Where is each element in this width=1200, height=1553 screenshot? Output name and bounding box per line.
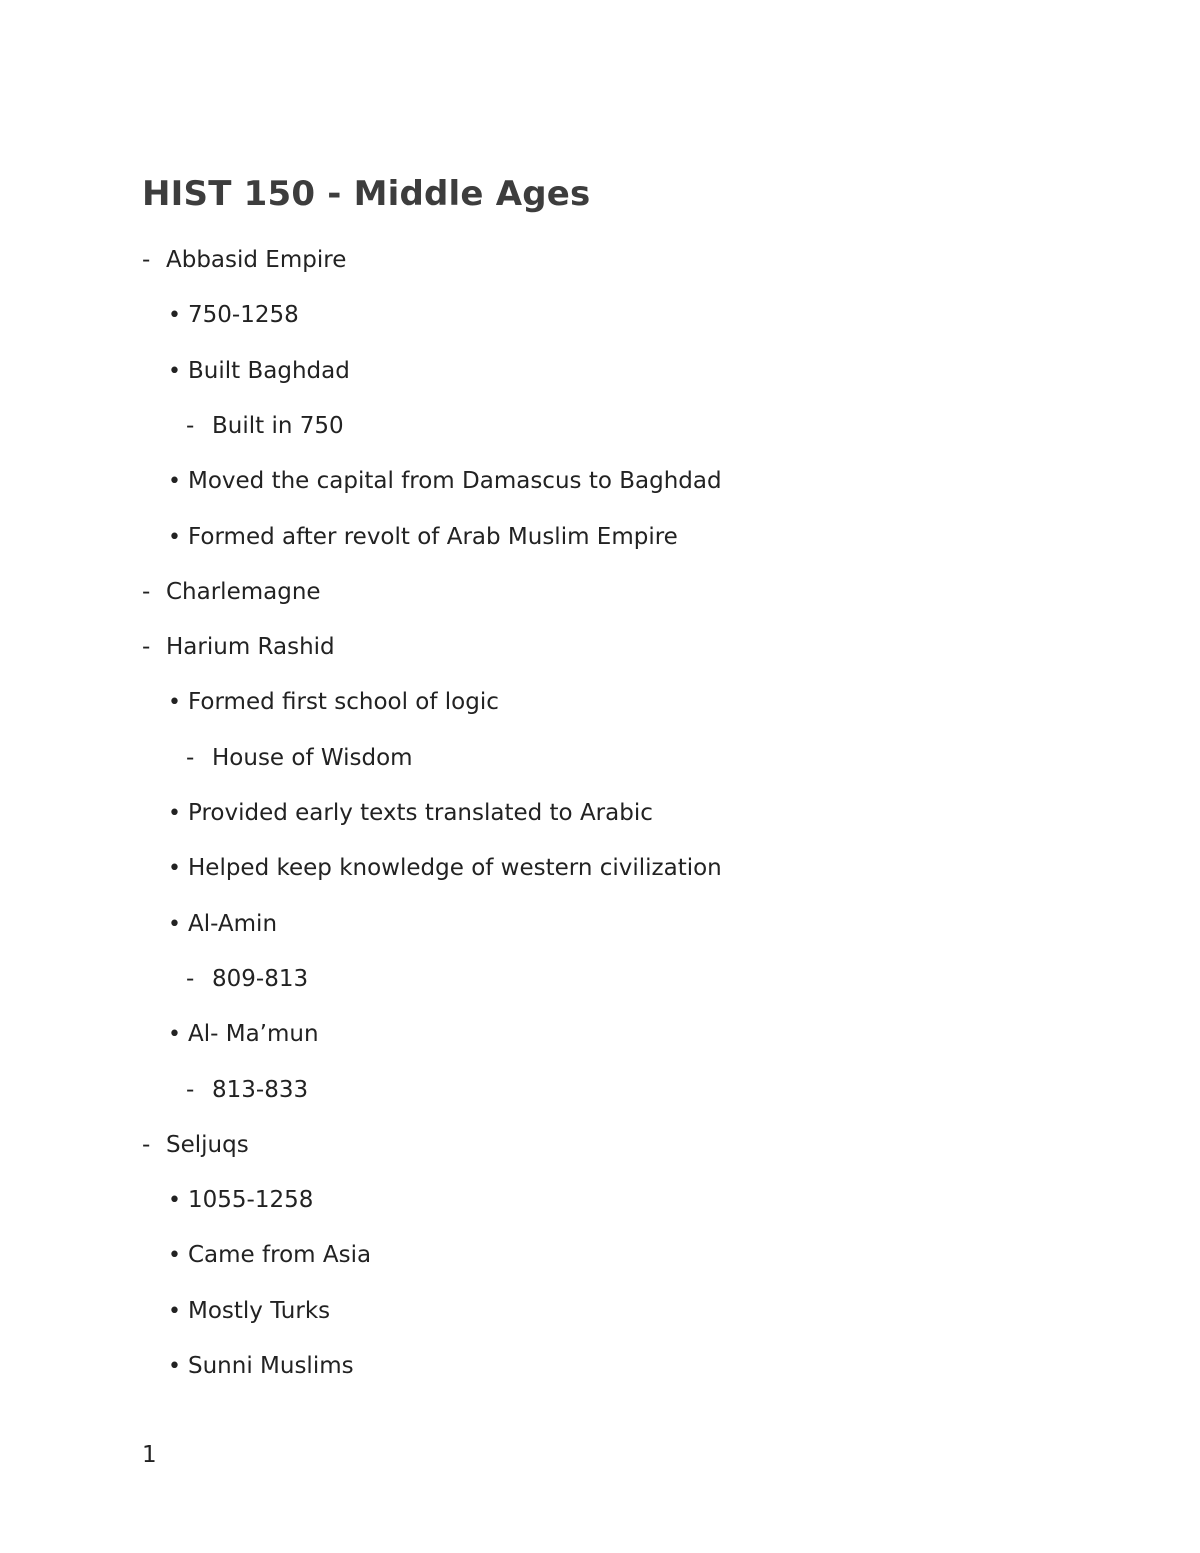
item-text: Formed first school of logic — [188, 689, 499, 715]
bullet-marker: • — [168, 1188, 181, 1213]
bullet-item — [168, 1185, 313, 1216]
dash-marker: - — [186, 413, 195, 439]
item-text: Came from Asia — [188, 1242, 372, 1268]
item-text: Mostly Turks — [188, 1298, 331, 1324]
page-number: 1 — [142, 1442, 157, 1468]
item-text: Moved the capital from Damascus to Baghdad — [188, 468, 722, 494]
item-text: 809-813 — [212, 966, 309, 992]
bullet-marker: • — [168, 690, 181, 715]
page-title: HIST 150 - Middle Ages — [142, 174, 591, 214]
item-text: Harium Rashid — [166, 634, 335, 660]
item-text: Built Baghdad — [188, 358, 350, 384]
outline-heading — [142, 245, 346, 275]
item-text: Charlemagne — [166, 579, 321, 605]
bullet-marker: • — [168, 1022, 181, 1047]
sub-item — [186, 411, 344, 441]
item-text: Seljuqs — [166, 1132, 249, 1158]
sub-item — [186, 964, 308, 994]
item-text: Built in 750 — [212, 413, 344, 439]
bullet-item — [168, 687, 499, 718]
bullet-marker: • — [168, 1299, 181, 1324]
bullet-item — [168, 1351, 354, 1382]
bullet-marker: • — [168, 525, 181, 550]
outline-heading — [142, 577, 321, 607]
dash-marker: - — [186, 745, 195, 771]
bullet-item — [168, 356, 350, 387]
bullet-item — [168, 522, 678, 553]
dash-marker: - — [186, 966, 195, 992]
outline-heading — [142, 1130, 249, 1160]
item-text: House of Wisdom — [212, 745, 413, 771]
dash-marker: - — [186, 1077, 195, 1103]
sub-item — [186, 1075, 308, 1105]
item-text: 1055-1258 — [188, 1187, 314, 1213]
bullet-marker: • — [168, 912, 181, 937]
bullet-item — [168, 909, 277, 940]
dash-marker: - — [142, 579, 151, 605]
bullet-item — [168, 1296, 330, 1327]
bullet-marker: • — [168, 1354, 181, 1379]
item-text: Helped keep knowledge of western civilization — [188, 855, 722, 881]
item-text: Al- Ma’mun — [188, 1021, 319, 1047]
bullet-item — [168, 300, 299, 331]
bullet-item — [168, 1240, 371, 1271]
bullet-item — [168, 466, 722, 497]
bullet-marker: • — [168, 1243, 181, 1268]
bullet-marker: • — [168, 303, 181, 328]
bullet-marker: • — [168, 801, 181, 826]
item-text: 750-1258 — [188, 302, 299, 328]
bullet-marker: • — [168, 359, 181, 384]
item-text: 813-833 — [212, 1077, 309, 1103]
dash-marker: - — [142, 1132, 151, 1158]
item-text: Provided early texts translated to Arabic — [188, 800, 653, 826]
dash-marker: - — [142, 634, 151, 660]
dash-marker: - — [142, 247, 151, 273]
outline-heading — [142, 632, 335, 662]
item-text: Abbasid Empire — [166, 247, 347, 273]
bullet-item — [168, 853, 722, 884]
item-text: Sunni Muslims — [188, 1353, 354, 1379]
item-text: Al-Amin — [188, 911, 278, 937]
bullet-item — [168, 798, 653, 829]
bullet-item — [168, 1019, 319, 1050]
sub-item — [186, 743, 413, 773]
bullet-marker: • — [168, 856, 181, 881]
bullet-marker: • — [168, 469, 181, 494]
item-text: Formed after revolt of Arab Muslim Empire — [188, 524, 678, 550]
